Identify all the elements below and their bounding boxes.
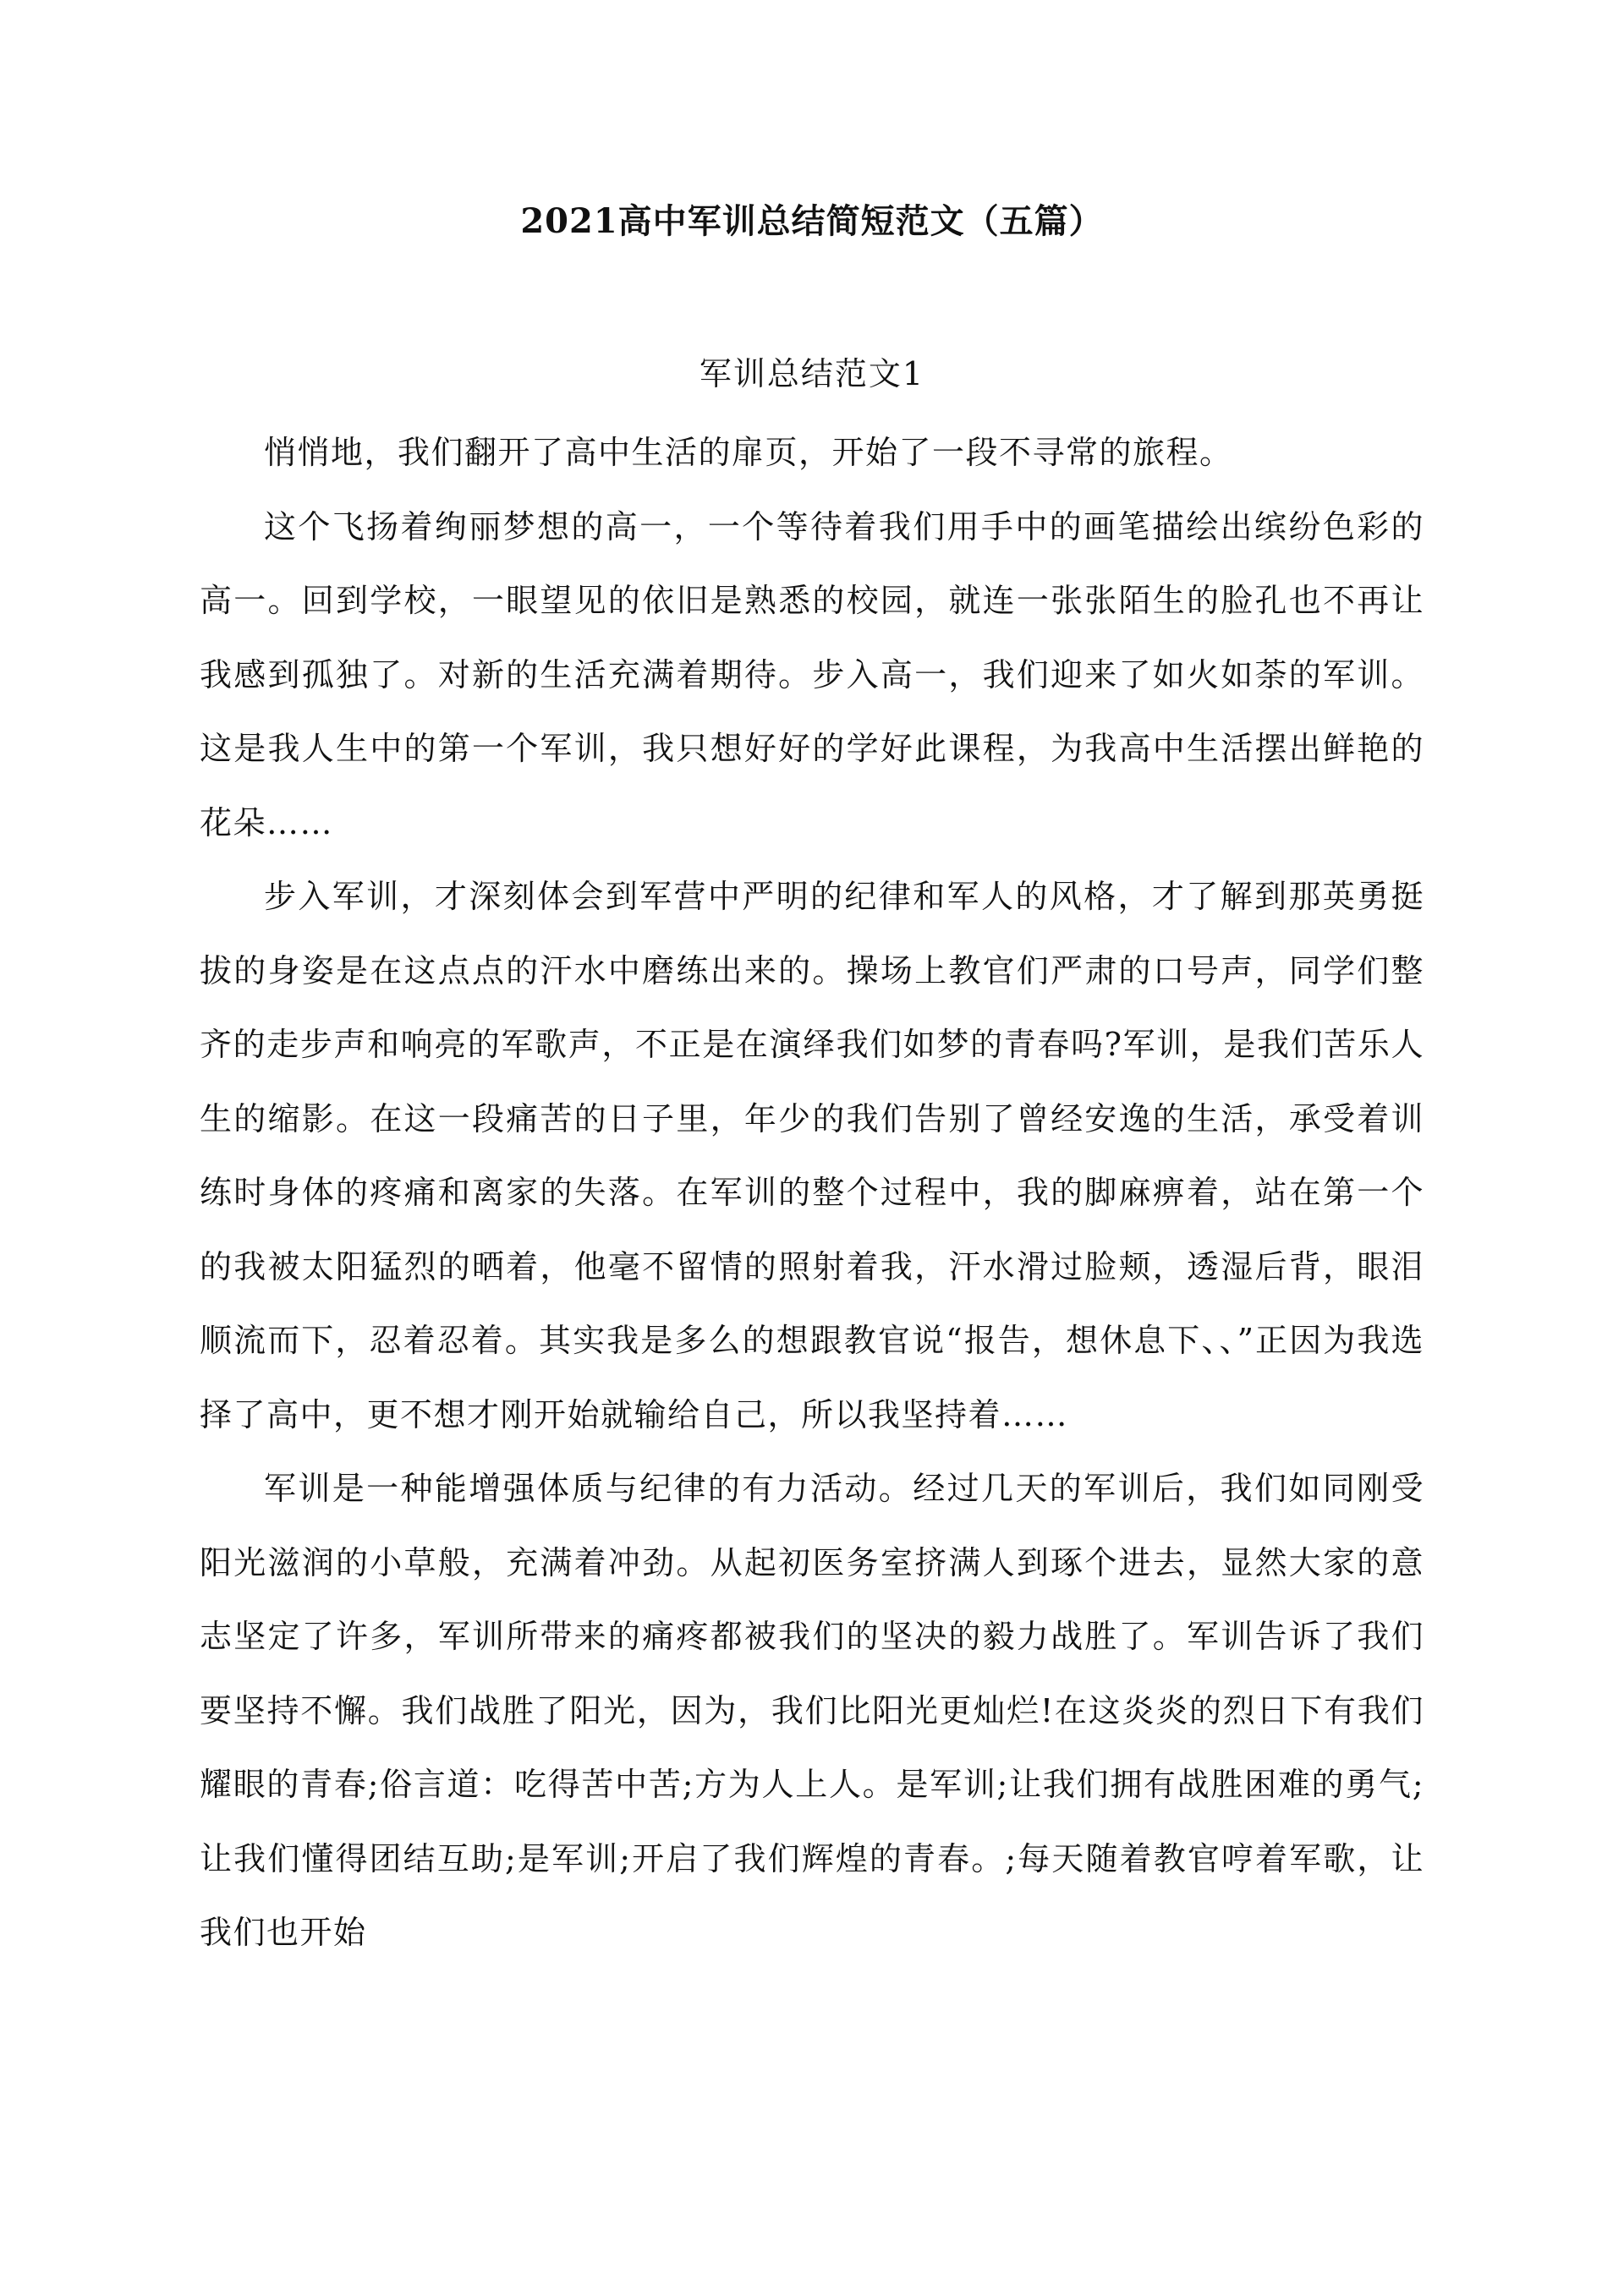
document-title: 2021高中军训总结简短范文（五篇）	[520, 201, 1104, 241]
paragraph: 步入军训，才深刻体会到军营中严明的纪律和军人的风格，才了解到那英勇挺拔的身姿是在这点点的汗水中磨练出来的。操场上教官们严肃的口号声，同学们整齐的走步声和响亮的军歌声，不正是在演绎我们如梦的青春吗?军训，是我们苦乐人生的缩影。在这一段痛苦的日子里，年少的我们告别了曾经安逸的生活，承受着训练时身体的疼痛和离家的失落。在军训的整个过程中，我的脚麻痹着，站在第一个的我被太阳猛烈的晒着，他毫不留情的照射着我，汗水滑过脸颊，透湿后背，眼泪顺流而下，忍着忍着。其实我是多么的想跟教官说“报告，想休息下、、”正因为我选择了高中，更不想才刚开始就输给自己，所以我坚持着……	[200, 878, 1424, 1433]
paragraph: 悄悄地，我们翻开了高中生活的扉页，开始了一段不寻常的旅程。	[264, 434, 1233, 471]
section-heading: 军训总结范文1	[699, 355, 925, 392]
paragraph: 这个飞扬着绚丽梦想的高一，一个等待着我们用手中的画笔描绘出缤纷色彩的高一。回到学校，一眼望见的依旧是熟悉的校园，就连一张张陌生的脸孔也不再让我感到孤独了。对新的生活充满着期待。步入高一，我们迎来了如火如荼的军训。这是我人生中的第一个军训，我只想好好的学好此课程，为我高中生活摆出鲜艳的花朵……	[200, 507, 1424, 841]
body-text	[200, 416, 1424, 1970]
paragraph: 军训是一种能增强体质与纪律的有力活动。经过几天的军训后，我们如同刚受阳光滋润的小草般，充满着冲劲。从起初医务室挤满人到琢个进去，显然大家的意志坚定了许多，军训所带来的痛疼都被我们的坚决的毅力战胜了。军训告诉了我们要坚持不懈。我们战胜了阳光，因为，我们比阳光更灿烂!在这炎炎的烈日下有我们耀眼的青春;俗言道：吃得苦中苦;方为人上人。是军训;让我们拥有战胜困难的勇气;让我们懂得团结互助;是军训;开启了我们辉煌的青春。;每天随着教官哼着军歌，让我们也开始	[200, 1470, 1424, 1951]
